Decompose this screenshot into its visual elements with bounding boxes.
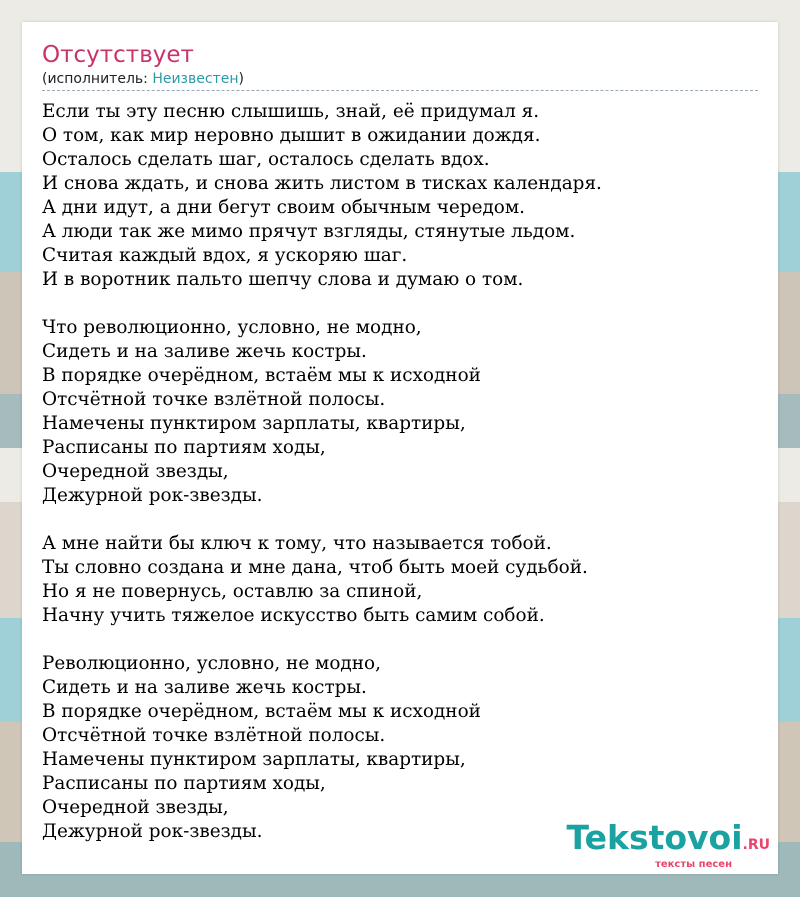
lyrics-text (42, 100, 602, 844)
artist-prefix: (исполнитель: (42, 71, 153, 87)
lyric-line: Расписаны по партиям ходы, (42, 773, 326, 794)
lyric-line: Но я не повернусь, оставлю за спиной, (42, 581, 423, 602)
lyric-line: И в воротник пальто шепчу слова и думаю о том. (42, 269, 524, 290)
lyric-line: Сидеть и на заливе жечь костры. (42, 677, 367, 698)
lyric-line: Считая каждый вдох, я ускоряю шаг. (42, 245, 408, 266)
lyric-line: О том, как мир неровно дышит в ожидании дождя. (42, 125, 541, 146)
lyric-line: И снова ждать, и снова жить листом в тисках календаря. (42, 173, 602, 194)
lyric-line: Расписаны по партиям ходы, (42, 437, 326, 458)
logo-wordmark (566, 818, 770, 862)
lyric-line: Отсчётной точке взлётной полосы. (42, 389, 386, 410)
lyric-line: Если ты эту песню слышишь, знай, её придумал я. (42, 101, 540, 122)
stanza (42, 652, 602, 844)
stanza (42, 100, 602, 292)
lyric-line: А мне найти бы ключ к тому, что называется тобой. (42, 533, 552, 554)
divider (42, 90, 758, 91)
logo-domain: .RU (742, 837, 770, 853)
lyric-line: Дежурной рок-звезды. (42, 485, 263, 506)
lyric-line: Дежурной рок-звезды. (42, 821, 263, 842)
lyric-line: Начну учить тяжелое искусство быть самим собой. (42, 605, 545, 626)
site-logo[interactable] (566, 818, 770, 870)
lyric-line: Что революционно, условно, не модно, (42, 317, 422, 338)
artist-line (42, 71, 244, 88)
lyric-line: Очередной звезды, (42, 797, 229, 818)
lyric-line: Отсчётной точке взлётной полосы. (42, 725, 386, 746)
lyric-line: А люди так же мимо прячут взгляды, стянутые льдом. (42, 221, 576, 242)
lyric-line: Очередной звезды, (42, 461, 229, 482)
song-title: Отсутствует (42, 42, 194, 68)
lyric-line: А дни идут, а дни бегут своим обычным чередом. (42, 197, 526, 218)
lyric-line: Революционно, условно, не модно, (42, 653, 381, 674)
lyric-line: В порядке очерёдном, встаём мы к исходной (42, 701, 481, 722)
stanza (42, 316, 602, 508)
lyric-line: Намечены пунктиром зарплаты, квартиры, (42, 413, 466, 434)
logo-tagline: тексты песен (655, 859, 732, 870)
lyric-line: Сидеть и на заливе жечь костры. (42, 341, 367, 362)
lyric-line: Ты словно создана и мне дана, чтоб быть моей судьбой. (42, 557, 588, 578)
lyric-line: Намечены пунктиром зарплаты, квартиры, (42, 749, 466, 770)
stanza (42, 532, 602, 628)
artist-link[interactable]: Неизвестен (152, 71, 239, 87)
lyrics-card (22, 22, 778, 874)
logo-main-text: Tekstovoi (566, 818, 743, 857)
lyric-line: Осталось сделать шаг, осталось сделать вдох. (42, 149, 490, 170)
artist-suffix: ) (238, 71, 244, 87)
lyric-line: В порядке очерёдном, встаём мы к исходной (42, 365, 481, 386)
